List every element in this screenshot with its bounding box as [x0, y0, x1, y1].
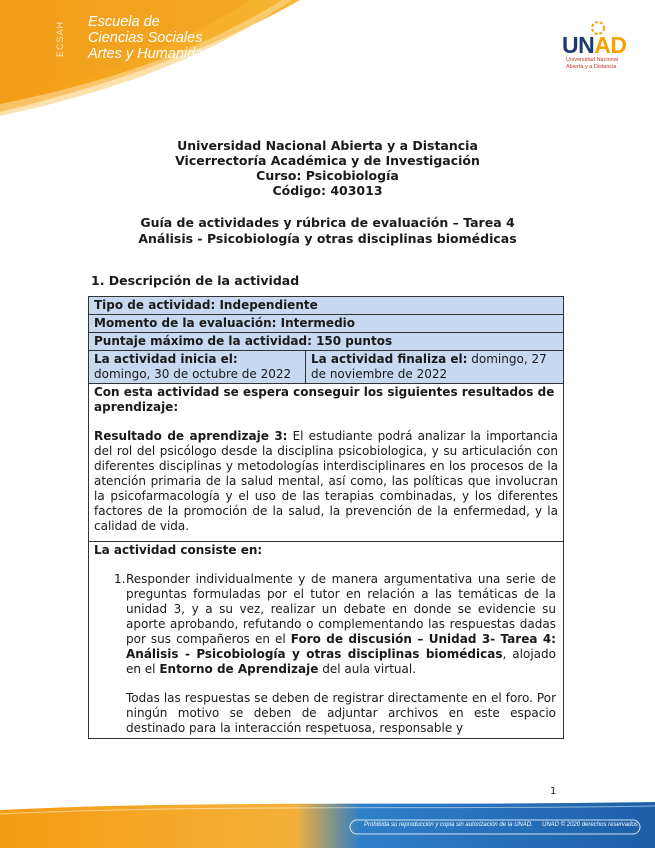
- ecsah-vertical-mark: ECSAH: [55, 20, 66, 58]
- resultado-paragraph: [94, 429, 558, 534]
- consiste-cell: [89, 542, 564, 739]
- course-title: Curso: Psicobiología: [256, 168, 399, 183]
- vicerrectoria-title: Vicerrectoría Académica y de Investigación: [175, 153, 480, 168]
- logo-subtitle-1: Universidad Nacional: [566, 57, 618, 63]
- resultado-label: Resultado de aprendizaje 3:: [94, 429, 288, 443]
- school-line-3: Artes y Humanidades: [88, 46, 227, 62]
- item1-part-b: , alojado en el: [126, 647, 556, 676]
- logo-subtitle-2: Abierta y a Distancia: [566, 64, 617, 70]
- item1-entorno: Entorno de Aprendizaje: [159, 662, 319, 676]
- item-number: 1.: [114, 572, 126, 586]
- course-code: Código: 403013: [272, 183, 383, 198]
- guide-title: Guía de actividades y rúbrica de evaluación – Tarea 4: [140, 215, 515, 230]
- inicia-label: La actividad inicia el:: [94, 352, 238, 366]
- unad-logo: [562, 14, 634, 74]
- school-line-2: Ciencias Sociales: [88, 30, 203, 46]
- list-item: [94, 572, 558, 737]
- table-row: [89, 315, 564, 333]
- table-row: [89, 333, 564, 351]
- todas-paragraph: Todas las respuestas se deben de registrar directamente en el foro. Por ningún motivo se deben de adjuntar archivos en este espacio destinado para la interacción respetuosa, responsable y: [126, 691, 556, 735]
- guide-subtitle: Análisis - Psicobiología y otras disciplinas biomédicas: [138, 231, 517, 246]
- section-heading: 1. Descripción de la actividad: [91, 273, 300, 288]
- table-row: [89, 384, 564, 542]
- resultado-text: El estudiante podrá analizar la importancia del rol del psicólogo desde la disciplina psicobiologica, y su articulación con diferentes disciplinas y metodologías interdisciplinares en los procesos de la atención primaria de la salud mental, así como, las políticas que involucran la psicofarmacología y el uso de las terapias combinadas, y los diferentes factores de la promoción de la salud, la prevención de la enfermedad, y la calidad de vida.: [94, 429, 558, 533]
- item1-part-a: Responder individualmente y de manera argumentativa una serie de preguntas formuladas por el tutor en relación a las temáticas de la unidad 3, y a su vez, realizar un debate en donde se evidencie su aporte aprobando, refutando o complementando las respuestas dadas por sus compañeros en el: [126, 572, 556, 646]
- table-row: [89, 351, 564, 384]
- momento-cell: Momento de la evaluación: Intermedio: [89, 315, 564, 333]
- finaliza-cell: [306, 351, 564, 384]
- table-row: [89, 297, 564, 315]
- item1-text: [126, 572, 556, 737]
- resultados-cell: [89, 384, 564, 542]
- item1-part-c: del aula virtual.: [322, 662, 417, 676]
- inicia-cell: [89, 351, 306, 384]
- university-title: Universidad Nacional Abierta y a Distancia: [177, 138, 478, 153]
- logo-word: UNAD: [562, 32, 627, 58]
- footer-rights: UNAD © 2020 derechos reservados: [542, 822, 638, 828]
- school-name: [88, 14, 227, 62]
- finaliza-value: domingo, 27 de noviembre de 2022: [311, 352, 547, 381]
- school-line-1: Escuela de: [88, 14, 160, 30]
- table-row: [89, 542, 564, 739]
- activity-table: [88, 296, 564, 739]
- puntaje-cell: Puntaje máximo de la actividad: 150 puntos: [89, 333, 564, 351]
- espera-text: Con esta actividad se espera conseguir los siguientes resultados de aprendizaje:: [94, 385, 555, 414]
- finaliza-label: La actividad finaliza el:: [311, 352, 468, 366]
- page-number: 1: [550, 786, 557, 797]
- item1-foro: Foro de discusión – Unidad 3- Tarea 4: Análisis - Psicobiología y otras disciplinas biomédicas: [126, 632, 556, 661]
- consiste-heading: La actividad consiste en:: [94, 543, 263, 557]
- inicia-value: domingo, 30 de octubre de 2022: [94, 367, 292, 381]
- tipo-cell: Tipo de actividad: Independiente: [89, 297, 564, 315]
- footer-copy-notice: Prohibida su reproducción y copia sin autorización de la UNAD.: [364, 822, 533, 828]
